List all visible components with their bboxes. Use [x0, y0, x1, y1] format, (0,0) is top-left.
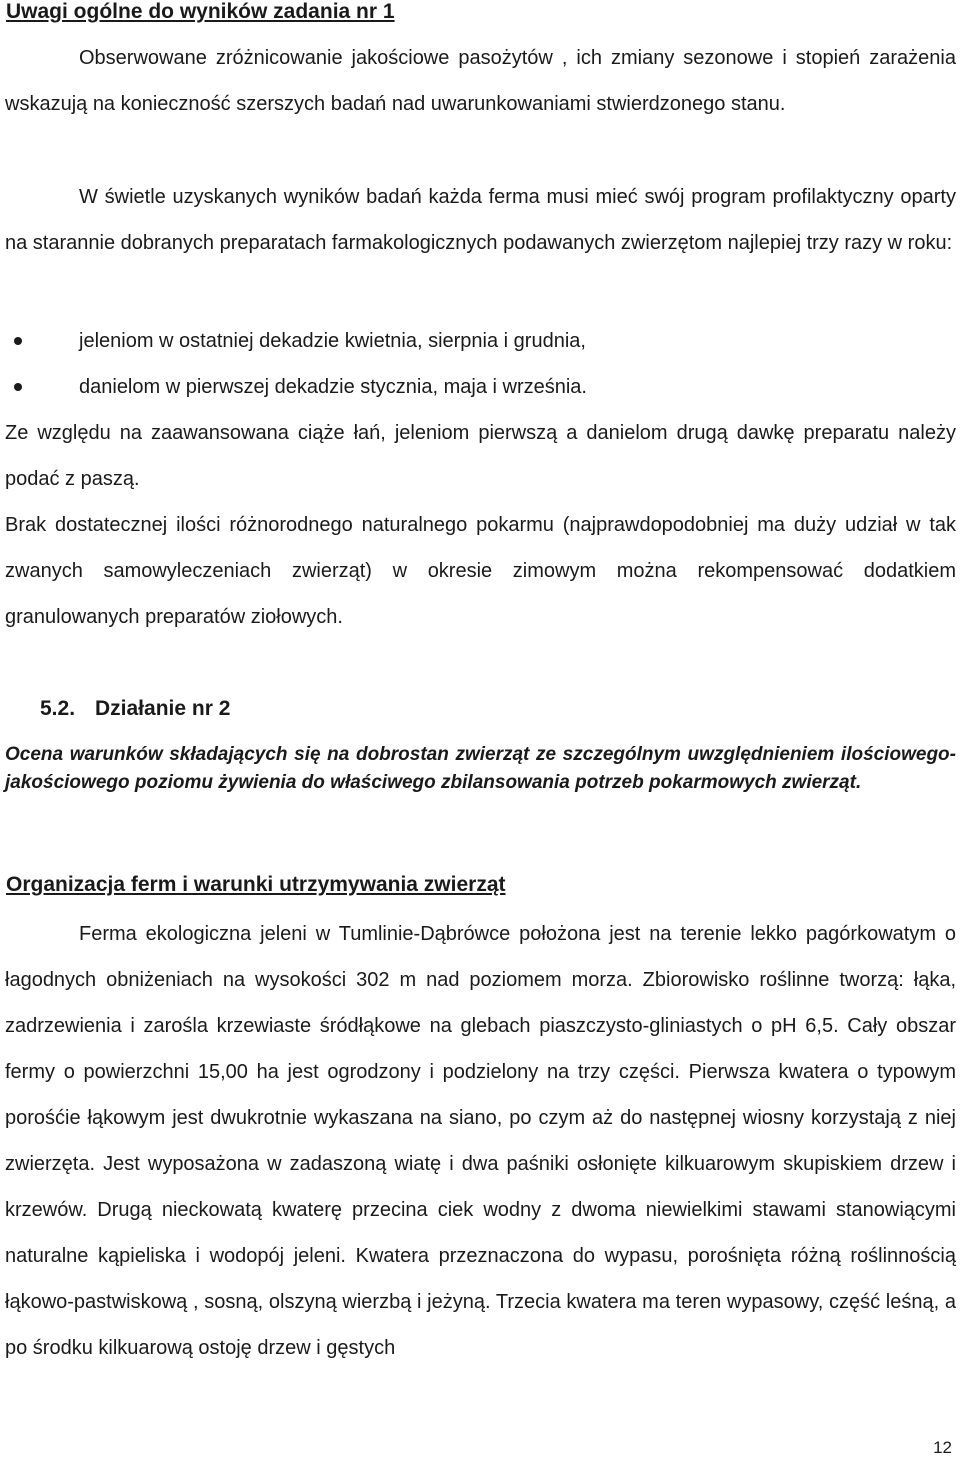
paragraph-food-shortage: Brak dostatecznej ilości różnorodnego naturalnego pokarmu (najprawdopodobniej ma duży udział w tak zwanych samowyleczeniach zwierząt) w okresie zimowym można rekompensować dodatkiem granulowanych preparatów ziołowych. — [5, 514, 956, 628]
paragraph-pregnancy: Ze względu na zaawansowana ciąże łań, jeleniom pierwszą a danielom drugą dawkę preparatu należy podać z paszą. — [5, 422, 956, 490]
section-description: Ocena warunków składających się na dobrostan zwierząt ze szczególnym uwzględnieniem ilościowego-jakościowego poziomu żywienia do właściwego zbilansowania potrzeb pokarmowych zwierząt. — [5, 744, 956, 793]
list-item: danielom w pierwszej dekadzie stycznia, maja i września. — [0, 364, 960, 410]
section-heading-organizacja: Organizacja ferm i warunki utrzymywania zwierząt — [6, 873, 506, 896]
paragraph-farm-description-text: Ferma ekologiczna jeleni w Tumlinie-Dąbrówce położona jest na terenie lekko pagórkowatym o łagodnych obniżeniach na wysokości 302 m nad poziomem morza. Zbiorowisko roślinne tworzą: łąka, zadrzewienia i zarośla krzewiaste śródłąkowe na glebach piaszczysto-gliniastych o pH 6,5. Cały obszar fermy o powierzchni 15,00 ha jest ogrodzony i podzielony na trzy części. Pierwsza kwatera o typowym porośćie łąkowym jest dwukrotnie wykaszana na siano, po czym aż do następnej wiosny korzystają z niej zwierzęta. Jest wyposażona w zadaszoną wiatę i dwa paśniki osłonięte kilkuarowym skupiskiem drzew i krzewów. Drugą nieckowatą kwaterę przecina ciek wodny z dwoma niewielkimi stawami stanowiącymi naturalne kąpieliska i wodopój jeleni. Kwatera przeznaczona do wypasu, porośnięta różną roślinnością łąkowo-pastwiskową , sosną, olszyną wierzbą i jeżyną. Trzecia kwatera ma teren wypasowy, część leśną, a po środku kilkuarową ostoję drzew i gęstych — [5, 923, 956, 1359]
page-number: 12 — [933, 1438, 952, 1457]
section-number: 5.2. — [40, 697, 76, 720]
list-item: jeleniom w ostatniej dekadzie kwietnia, sierpnia i grudnia, — [0, 318, 960, 364]
section-title: Działanie nr 2 — [95, 697, 231, 720]
bullet-icon — [14, 383, 22, 391]
paragraph-observations — [5, 35, 956, 127]
paragraph-program — [5, 174, 956, 266]
paragraph-farm-description — [5, 911, 956, 1371]
dosage-schedule-list — [0, 318, 960, 410]
paragraph-observations-text: Obserwowane zróżnicowanie jakościowe pasożytów , ich zmiany sezonowe i stopień zarażenia wskazują na konieczność szerszych badań nad uwarunkowaniami stwierdzonego stanu. — [5, 47, 956, 115]
bullet-icon — [14, 337, 22, 345]
section-heading-uwagi: Uwagi ogólne do wyników zadania nr 1 — [6, 0, 395, 23]
paragraph-program-text: W świetle uzyskanych wyników badań każda ferma musi mieć swój program profilaktyczny oparty na starannie dobranych preparatach farmakologicznych podawanych zwierzętom najlepiej trzy razy w roku: — [5, 186, 956, 254]
section-number-heading — [40, 697, 230, 721]
